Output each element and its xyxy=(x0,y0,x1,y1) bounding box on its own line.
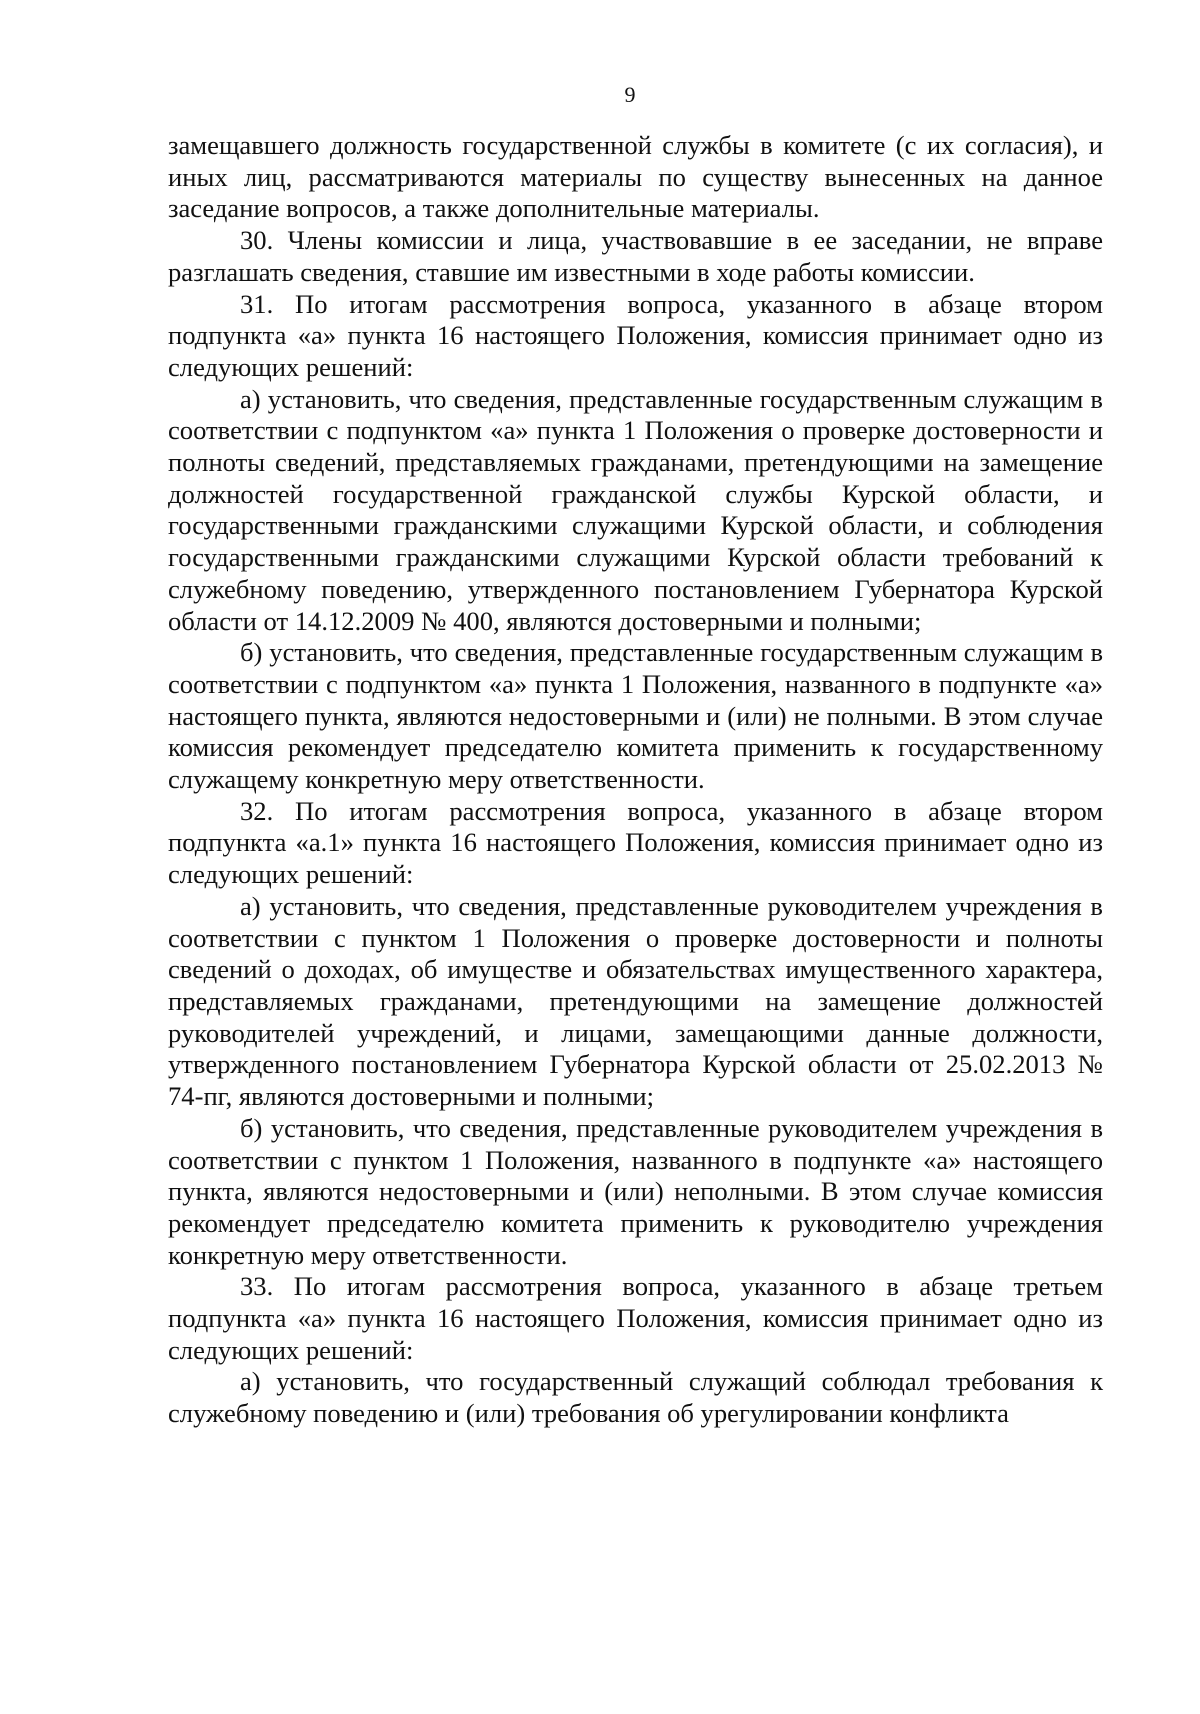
paragraph-32-b: б) установить, что сведения, представленные руководителем учреждения в соответствии с пунктом 1 Положения, названного в подпункте «а» настоящего пункта, являются недостоверными и (или) неполными. В этом случае комиссия рекомендует председателю комитета применить к руководителю учреждения конкретную меру ответственности. xyxy=(168,1112,1103,1270)
paragraph-continuation: замещавшего должность государственной службы в комитете (с их согласия), и иных лиц, рассматриваются материалы по существу вынесенных на данное заседание вопросов, а также дополнительные материалы. xyxy=(168,130,1103,224)
page-number: 9 xyxy=(624,82,636,107)
paragraph-31: 31. По итогам рассмотрения вопроса, указанного в абзаце втором подпункта «а» пункта 16 настоящего Положения, комиссия принимает одно из следующих решений: xyxy=(168,288,1103,382)
paragraph-33-a: а) установить, что государственный служащий соблюдал требования к служебному поведению и (или) требования об урегулировании конфликта xyxy=(168,1366,1103,1429)
paragraph-32: 32. По итогам рассмотрения вопроса, указанного в абзаце втором подпункта «а.1» пункта 16 настоящего Положения, комиссия принимает одно из следующих решений: xyxy=(168,795,1103,890)
paragraph-32-a: а) установить, что сведения, представленные руководителем учреждения в соответствии с пунктом 1 Положения о проверке достоверности и полноты сведений о доходах, об имуществе и обязательствах имущественного характера, представляемых гражданами, претендующими на замещение должностей руководителей учреждений, и лицами, замещающими данные должности, утвержденного постановлением Губернатора Курской области от 25.02.2013 № 74-пг, являются достоверными и полными; xyxy=(168,890,1103,1112)
paragraph-31-b: б) установить, что сведения, представленные государственным служащим в соответствии с подпунктом «а» пункта 1 Положения, названного в подпункте «а» настоящего пункта, являются недостоверными и (или) не полными. В этом случае комиссия рекомендует председателю комитета применить к государственному служащему конкретную меру ответственности. xyxy=(168,637,1103,795)
document-body xyxy=(168,130,1103,1430)
paragraph-30: 30. Члены комиссии и лица, участвовавшие в ее заседании, не вправе разглашать сведения, ставшие им известными в ходе работы комиссии. xyxy=(168,225,1103,287)
paragraph-33: 33. По итогам рассмотрения вопроса, указанного в абзаце третьем подпункта «а» пункта 16 настоящего Положения, комиссия принимает одно из следующих решений: xyxy=(168,1271,1103,1365)
paragraph-31-a: а) установить, что сведения, представленные государственным служащим в соответствии с подпунктом «а» пункта 1 Положения о проверке достоверности и полноты сведений, представляемых гражданами, претендующими на замещение должностей государственной гражданской службы Курской области, и государственными гражданскими служащими Курской области, и соблюдения государственными гражданскими служащими Курской области требований к служебному поведению, утвержденного постановлением Губернатора Курской области от 14.12.2009 № 400, являются достоверными и полными; xyxy=(168,383,1103,636)
